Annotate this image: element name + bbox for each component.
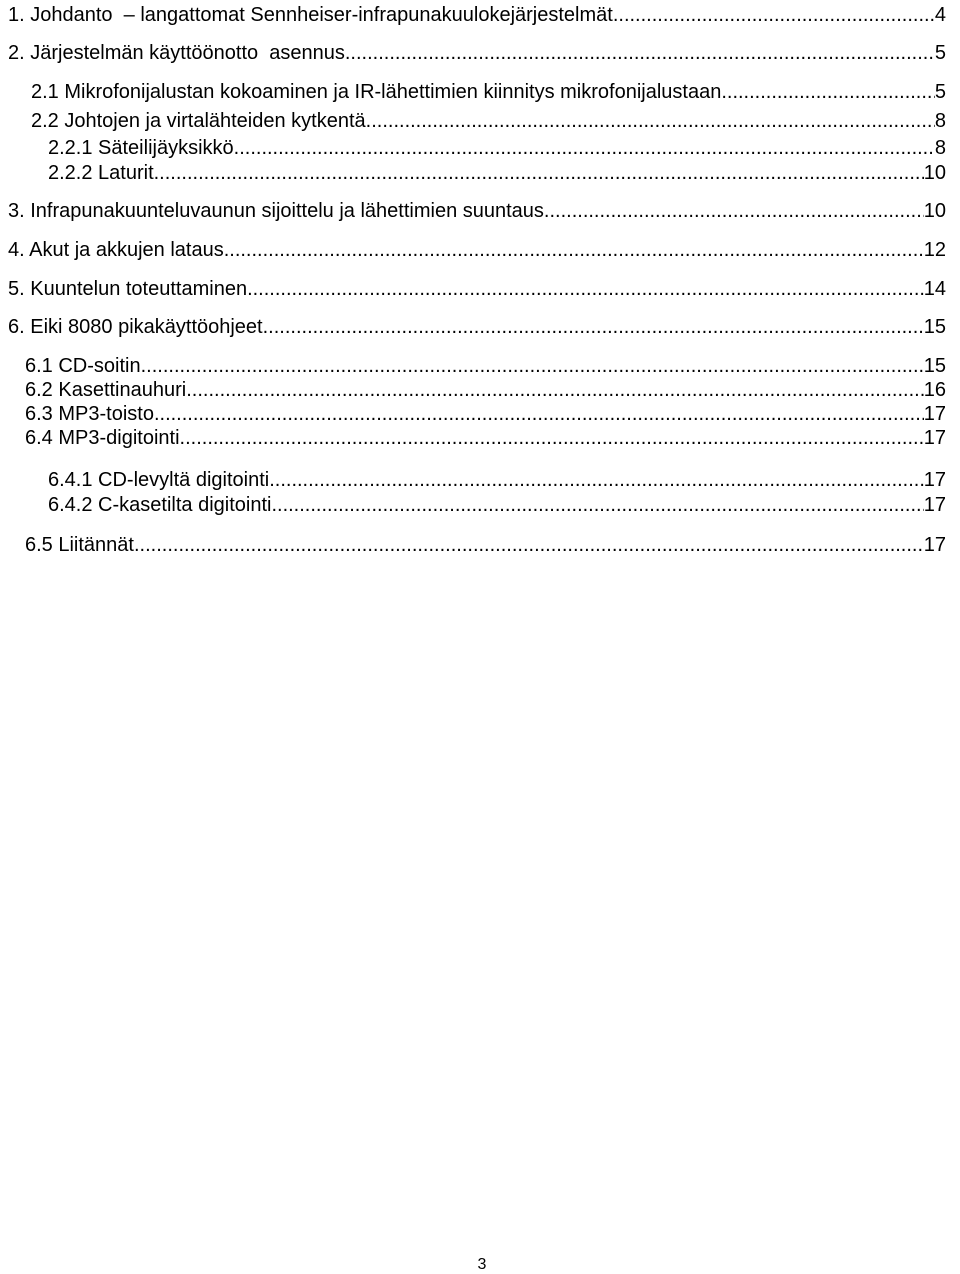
toc-entry-page: 5: [934, 81, 946, 103]
toc-entry[interactable]: [0, 532, 960, 558]
toc-entry-title: 6.4.2 C-kasetilta digitointi: [48, 494, 272, 516]
toc-dot-leader: [154, 401, 924, 427]
toc-entry-page: 17: [923, 403, 946, 425]
toc-entry-page: 17: [923, 534, 946, 556]
toc-entry[interactable]: [0, 401, 960, 427]
toc-dot-leader: [224, 237, 924, 263]
toc-entry-page: 17: [923, 427, 946, 449]
toc-entry[interactable]: [0, 425, 960, 451]
toc-entry-title: 6.3 MP3-toisto: [25, 403, 154, 425]
toc-entry-title: 6.4 MP3-digitointi: [25, 427, 180, 449]
toc-entry-page: 15: [923, 355, 946, 377]
toc-dot-leader: [186, 377, 924, 403]
toc-entry-page: 15: [923, 316, 946, 338]
toc-entry-title: 5. Kuuntelun toteuttaminen: [8, 278, 248, 300]
toc-entry-title: 4. Akut ja akkujen lataus: [8, 239, 224, 261]
toc-entry-title: 2. Järjestelmän käyttöönotto asennus: [8, 42, 345, 64]
toc-entry-title: 6.5 Liitännät: [25, 534, 134, 556]
toc-entry-page: 10: [923, 162, 946, 184]
toc-entry[interactable]: [0, 40, 960, 66]
toc-entry[interactable]: [0, 108, 960, 134]
toc-dot-leader: [141, 353, 924, 379]
toc-dot-leader: [721, 79, 935, 105]
toc-dot-leader: [366, 108, 935, 134]
toc-entry[interactable]: [0, 135, 960, 161]
toc-dot-leader: [271, 492, 923, 518]
toc-entry[interactable]: [0, 79, 960, 105]
toc-entry[interactable]: [0, 492, 960, 518]
toc-entry-title: 1. Johdanto – langattomat Sennheiser-infrapunakuulokejärjestelmät: [8, 4, 613, 26]
toc-entry[interactable]: [0, 377, 960, 403]
toc-entry-page: 17: [923, 469, 946, 491]
toc-entry-title: 6. Eiki 8080 pikakäyttöohjeet: [8, 316, 263, 338]
toc-dot-leader: [180, 425, 924, 451]
toc-entry[interactable]: [0, 160, 960, 186]
toc-entry-page: 8: [934, 137, 946, 159]
toc-entry-page: 12: [923, 239, 946, 261]
toc-entry[interactable]: [0, 467, 960, 493]
toc-entry[interactable]: [0, 276, 960, 302]
toc-entry-title: 2.1 Mikrofonijalustan kokoaminen ja IR-lähettimien kiinnitys mikrofonijalustaan: [31, 81, 722, 103]
toc-entry-title: 2.2.2 Laturit: [48, 162, 154, 184]
toc-entry[interactable]: [0, 198, 960, 224]
toc-entry-page: 14: [923, 278, 946, 300]
toc-dot-leader: [247, 276, 924, 302]
toc-entry-page: 5: [934, 42, 946, 64]
toc-entry-page: 8: [934, 110, 946, 132]
toc-entry-page: 16: [923, 379, 946, 401]
toc-entry-title: 6.1 CD-soitin: [25, 355, 141, 377]
toc-entry-title: 6.4.1 CD-levyltä digitointi: [48, 469, 270, 491]
page-number: 3: [477, 1256, 487, 1273]
toc-dot-leader: [613, 2, 935, 28]
toc-dot-leader: [134, 532, 924, 558]
toc-entry[interactable]: [0, 353, 960, 379]
toc-entry-page: 4: [934, 4, 946, 26]
toc-entry[interactable]: [0, 237, 960, 263]
toc-entry[interactable]: [0, 314, 960, 340]
toc-dot-leader: [234, 135, 935, 161]
toc-entry[interactable]: [0, 2, 960, 28]
toc-dot-leader: [345, 40, 935, 66]
toc-entry-title: 3. Infrapunakuunteluvaunun sijoittelu ja lähettimien suuntaus: [8, 200, 544, 222]
toc-dot-leader: [154, 160, 924, 186]
toc-entry-title: 2.2.1 Säteilijäyksikkö: [48, 137, 234, 159]
toc-entry-title: 2.2 Johtojen ja virtalähteiden kytkentä: [31, 110, 366, 132]
toc-entry-page: 10: [923, 200, 946, 222]
toc-entry-page: 17: [923, 494, 946, 516]
toc-dot-leader: [544, 198, 924, 224]
toc-dot-leader: [263, 314, 924, 340]
toc-entry-title: 6.2 Kasettinauhuri: [25, 379, 187, 401]
toc-dot-leader: [269, 467, 924, 493]
